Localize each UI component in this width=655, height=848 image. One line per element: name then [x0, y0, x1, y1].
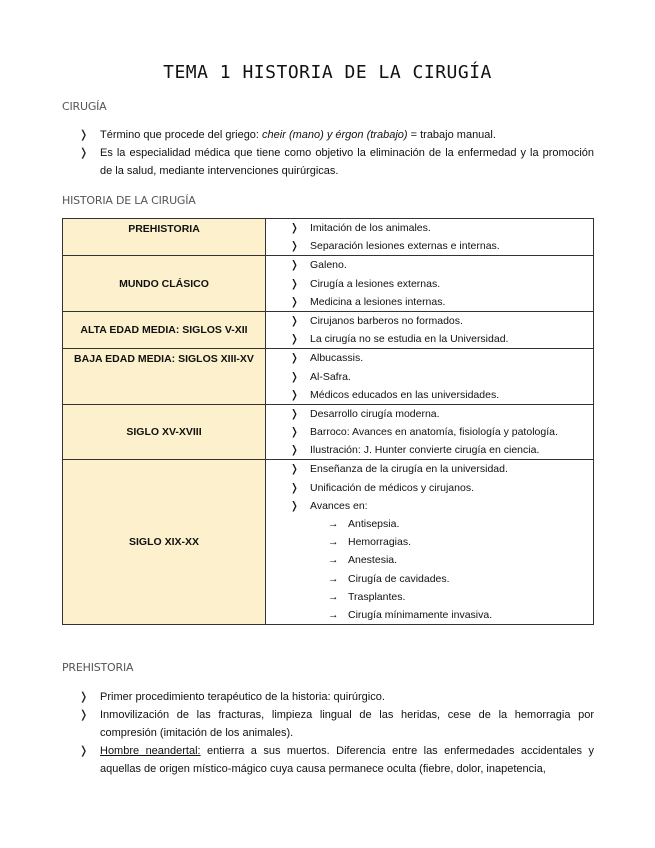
list-item: ❭ Hombre neandertal: entierra a sus muertos. Diferencia entre las enfermedades accidentales y aquellas de origen místico-mágico cuya causa permanece oculta (fiebre, dolor, inapetencia,	[62, 742, 594, 778]
table-subitem: → Antisepsia.	[266, 515, 593, 533]
section-heading-historia: HISTORIA DE LA CIRUGÍA	[62, 194, 196, 207]
list-item: ❭ Término que procede del griego: cheir (mano) y érgon (trabajo) = trabajo manual.	[62, 126, 594, 144]
table-row	[63, 404, 594, 460]
table-subitem: → Cirugía de cavidades.	[266, 570, 593, 588]
table-item: ❭ Médicos educados en las universidades.	[266, 386, 593, 404]
table-subitem: → Trasplantes.	[266, 588, 593, 606]
arrow-icon: ❭	[79, 709, 89, 721]
era-cell: ALTA EDAD MEDIA: SIGLOS V-XII	[63, 311, 266, 348]
table-item: ❭ Medicina a lesiones internas.	[266, 293, 593, 311]
table-item: ❭ Barroco: Avances en anatomía, fisiología y patología.	[266, 423, 593, 441]
table-item: ❭ Desarrollo cirugía moderna.	[266, 405, 593, 423]
arrow-icon: ❭	[290, 407, 299, 420]
page-title: TEMA 1 HISTORIA DE LA CIRUGÍA	[163, 62, 492, 83]
right-arrow-icon: →	[328, 554, 339, 567]
right-arrow-icon: →	[328, 608, 339, 621]
arrow-icon: ❭	[290, 370, 299, 383]
era-cell: MUNDO CLÁSICO	[63, 256, 266, 312]
table-row	[63, 219, 594, 256]
table-item: ❭ Separación lesiones externas e internas.	[266, 237, 593, 255]
right-arrow-icon: →	[328, 572, 339, 585]
right-arrow-icon: →	[328, 536, 339, 549]
arrow-icon: ❭	[290, 463, 299, 476]
table-row	[63, 311, 594, 348]
table-item: ❭ Cirujanos barberos no formados.	[266, 312, 593, 330]
table-subitem: → Hemorragias.	[266, 533, 593, 551]
table-row	[63, 460, 594, 625]
arrow-icon: ❭	[290, 481, 299, 494]
cirugia-bullet-list	[62, 126, 594, 180]
arrow-icon: ❭	[290, 388, 299, 401]
table-item: ❭ La cirugía no se estudia en la Universidad.	[266, 330, 593, 348]
era-cell: SIGLO XIX-XX	[63, 460, 266, 625]
arrow-icon: ❭	[290, 222, 299, 234]
arrow-icon: ❭	[290, 314, 299, 327]
arrow-icon: ❭	[290, 295, 299, 308]
table-item: ❭ Ilustración: J. Hunter convierte cirugía en ciencia.	[266, 441, 593, 459]
table-item: ❭ Enseñanza de la cirugía en la universidad.	[266, 460, 593, 478]
table-row	[63, 256, 594, 312]
era-cell: PREHISTORIA	[63, 219, 266, 256]
arrow-icon: ❭	[79, 691, 89, 703]
right-arrow-icon: →	[328, 518, 339, 530]
arrow-icon: ❭	[79, 147, 89, 159]
arrow-icon: ❭	[290, 352, 299, 365]
table-subitem: → Anestesia.	[266, 551, 593, 569]
table-item: ❭ Albucassis.	[266, 349, 593, 367]
list-item: ❭ Es la especialidad médica que tiene como objetivo la eliminación de la enfermedad y la promoción de la salud, mediante intervenciones quirúrgicas.	[62, 144, 594, 180]
table-item: ❭ Al-Safra.	[266, 368, 593, 386]
list-item: ❭ Primer procedimiento terapéutico de la historia: quirúrgico.	[62, 688, 594, 706]
arrow-icon: ❭	[290, 333, 299, 346]
table-item: ❭ Imitación de los animales.	[266, 219, 593, 237]
prehistoria-bullet-list	[62, 688, 594, 778]
table-item: ❭ Cirugía a lesiones externas.	[266, 275, 593, 293]
arrow-icon: ❭	[290, 259, 299, 272]
table-row	[63, 349, 594, 405]
era-cell: SIGLO XV-XVIII	[63, 404, 266, 460]
arrow-icon: ❭	[79, 129, 89, 141]
history-table	[62, 218, 594, 625]
arrow-icon: ❭	[290, 499, 299, 512]
arrow-icon: ❭	[290, 426, 299, 439]
underlined-term: Hombre neandertal:	[100, 745, 201, 757]
right-arrow-icon: →	[328, 590, 339, 603]
section-heading-prehistoria: PREHISTORIA	[62, 661, 134, 674]
table-subitem: → Cirugía mínimamente invasiva.	[266, 606, 593, 624]
table-item: ❭ Galeno.	[266, 256, 593, 274]
arrow-icon: ❭	[79, 745, 89, 757]
table-item: ❭ Unificación de médicos y cirujanos.	[266, 479, 593, 497]
arrow-icon: ❭	[290, 444, 299, 457]
era-cell: BAJA EDAD MEDIA: SIGLOS XIII-XV	[63, 349, 266, 405]
arrow-icon: ❭	[290, 277, 299, 290]
section-heading-cirugia: CIRUGÍA	[62, 100, 107, 113]
list-item: ❭ Inmovilización de las fracturas, limpieza lingual de las heridas, cese de la hemorragia por compresión (imitación de los animales).	[62, 706, 594, 742]
table-item: ❭ Avances en:	[266, 497, 593, 515]
arrow-icon: ❭	[290, 240, 299, 253]
